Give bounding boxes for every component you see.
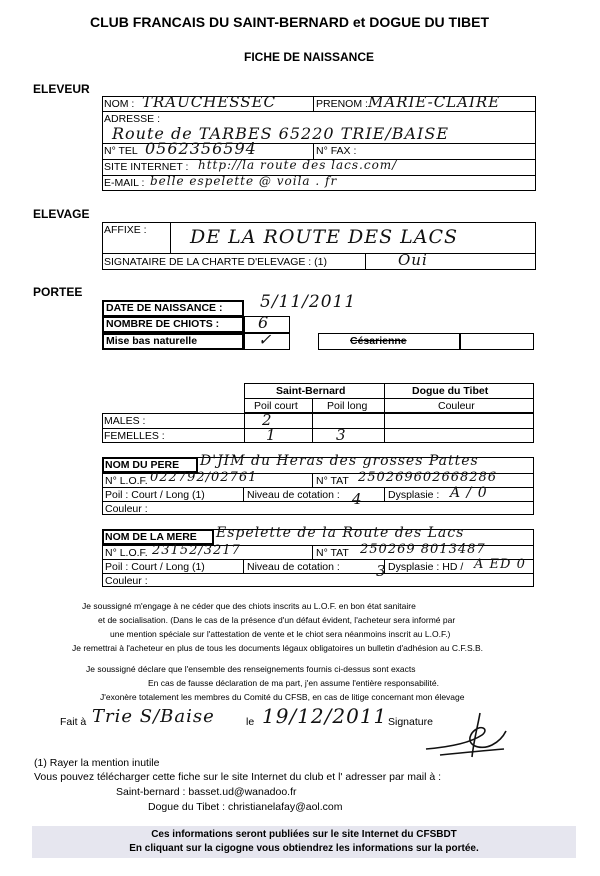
date-value: 5/11/2011 [260,292,357,312]
decl-1-line-1: Je soussigné m'engage à ne céder que des chiots inscrits au L.O.F. en bon état sanitaire [82,601,416,611]
mere-lof-value: 23152/3217 [152,543,241,558]
decl-2-line-3: J'exonère totalement les membres du Comité du CFSB, en cas de litige concernant mon élevage [100,692,465,702]
section-portee: PORTEE [33,285,83,299]
banner-line-2: En cliquant sur la cigogne vous obtiendrez les informations sur la portée. [129,843,479,854]
mere-couleur-label: Couleur : [105,575,148,587]
affixe-value: DE LA ROUTE DES LACS [190,226,459,248]
charte-value: Oui [398,251,428,269]
nombre-value: 6 [258,313,270,332]
couleur-header: Couleur [438,400,475,412]
cesarienne-label: Césarienne [350,335,407,347]
fait-value: Trie S/Baise [92,706,215,727]
section-eleveur: ELEVEUR [33,82,90,96]
charte-label: SIGNATAIRE DE LA CHARTE D'ELEVAGE : (1) [104,256,327,268]
dt-email-line[interactable]: Dogue du Tibet : christianelafay@aol.com [148,801,343,813]
males-court: 2 [262,411,273,429]
mere-tat-label: N° TAT [316,547,349,559]
males-label: MALES : [104,415,146,427]
download-text: Vous pouvez télécharger cette fiche sur le site Internet du club et l' adresser par mail à : [34,771,442,783]
pere-tat-label: N° TAT [316,475,349,487]
femelles-long: 3 [336,426,347,444]
pere-dysplasie-label: Dysplasie : [388,489,440,501]
dt-header: Dogue du Tibet [412,385,489,397]
mere-dysplasie-value: A ED 0 [474,557,526,572]
section-elevage: ELEVAGE [33,207,90,221]
email-value: belle espelette @ voila . fr [150,174,338,188]
pere-dysplasie-value: A / 0 [450,485,488,501]
nom-label: NOM : [104,98,135,110]
mere-poil-label: Poil : Court / Long (1) [105,561,205,573]
page-title: CLUB FRANCAIS DU SAINT-BERNARD et DOGUE DU TIBET [90,14,489,30]
cesarienne-checkbox [460,333,534,350]
nombre-label: NOMBRE DE CHIOTS : [106,318,220,330]
site-value: http://la route des lacs.com/ [198,158,398,172]
mere-cotation-label: Niveau de cotation : [247,561,340,573]
mere-name: Espelette de la Route des Lacs [216,525,465,541]
pere-couleur-label: Couleur : [105,503,148,515]
date-signed-value: 19/12/2011 [262,704,388,728]
signature-label: Signature [388,716,433,728]
poil-long-header: Poil long [327,400,368,412]
tel-label: N° TEL [104,145,138,157]
email-label: E-MAIL : [104,177,145,189]
pere-lof-label: N° L.O.F. [105,475,148,487]
affixe-label: AFFIXE : [104,224,147,236]
pere-lof-value: 022792/02761 [150,470,258,485]
pere-title: NOM DU PERE [105,459,180,471]
tel-value: 0562356594 [145,139,257,158]
pere-cotation-value: 4 [352,490,363,508]
mere-dysplasie-label: Dysplasie : HD / [388,561,464,573]
info-banner[interactable] [32,826,576,858]
femelles-court: 1 [266,426,277,444]
site-label: SITE INTERNET : [104,161,189,173]
mere-cotation-value: 3 [376,562,387,580]
sb-email-line[interactable]: Saint-bernard : basset.ud@wanadoo.fr [116,786,297,798]
mise-bas-label: Mise bas naturelle [106,335,198,347]
fait-label: Fait à [60,716,87,728]
decl-2-line-2: En cas de fausse déclaration de ma part, j'en assume l'entière responsabilité. [148,678,439,688]
date-label: DATE DE NAISSANCE : [106,302,223,314]
fax-label: N° FAX : [316,145,357,157]
femelles-label: FEMELLES : [104,430,165,442]
pere-poil-label: Poil : Court / Long (1) [105,489,205,501]
note-rayer: (1) Rayer la mention inutile [34,757,160,769]
adresse-value: Route de TARBES 65220 TRIE/BAISE [112,124,450,143]
prenom-value: MARIE-CLAIRE [368,93,501,111]
mise-bas-mark: ✓ [258,330,273,349]
pere-cotation-label: Niveau de cotation : [247,489,340,501]
decl-1-line-4: Je remettrai à l'acheteur en plus de tous les documents légaux obligatoires un bulletin d'adhésion au C.F.S.B. [72,643,484,653]
mere-tat-value: 250269 8013487 [360,542,486,557]
pere-tat-value: 250269602668286 [358,470,498,485]
decl-1-line-3: une mention spéciale sur l'attestation de vente et le chiot sera néanmoins inscrit au L.O.F.) [110,629,451,639]
decl-1-line-2: et de socialisation. (Dans le cas de la présence d'un défaut évident, l'acheteur sera informé par [98,615,456,625]
nom-value: TRAUCHESSEC [142,93,276,111]
decl-2-line-1: Je soussigné déclare que l'ensemble des renseignements fournis ci-dessus sont exacts [86,664,416,674]
prenom-label: PRENOM : [316,98,368,110]
pere-name: D'JIM du Heras des grosses Pattes [200,453,479,469]
poil-court-header: Poil court [254,400,298,412]
adresse-label: ADRESSE : [104,113,161,125]
page-subtitle: FICHE DE NAISSANCE [244,50,375,64]
banner-line-1: Ces informations seront publiées sur le site Internet du CFSBDT [151,829,457,840]
mere-lof-label: N° L.O.F. [105,547,148,559]
le-label: le [246,716,255,728]
handwritten-signature [420,705,510,765]
sb-header: Saint-Bernard [276,385,346,397]
mere-title: NOM DE LA MERE [105,531,197,543]
